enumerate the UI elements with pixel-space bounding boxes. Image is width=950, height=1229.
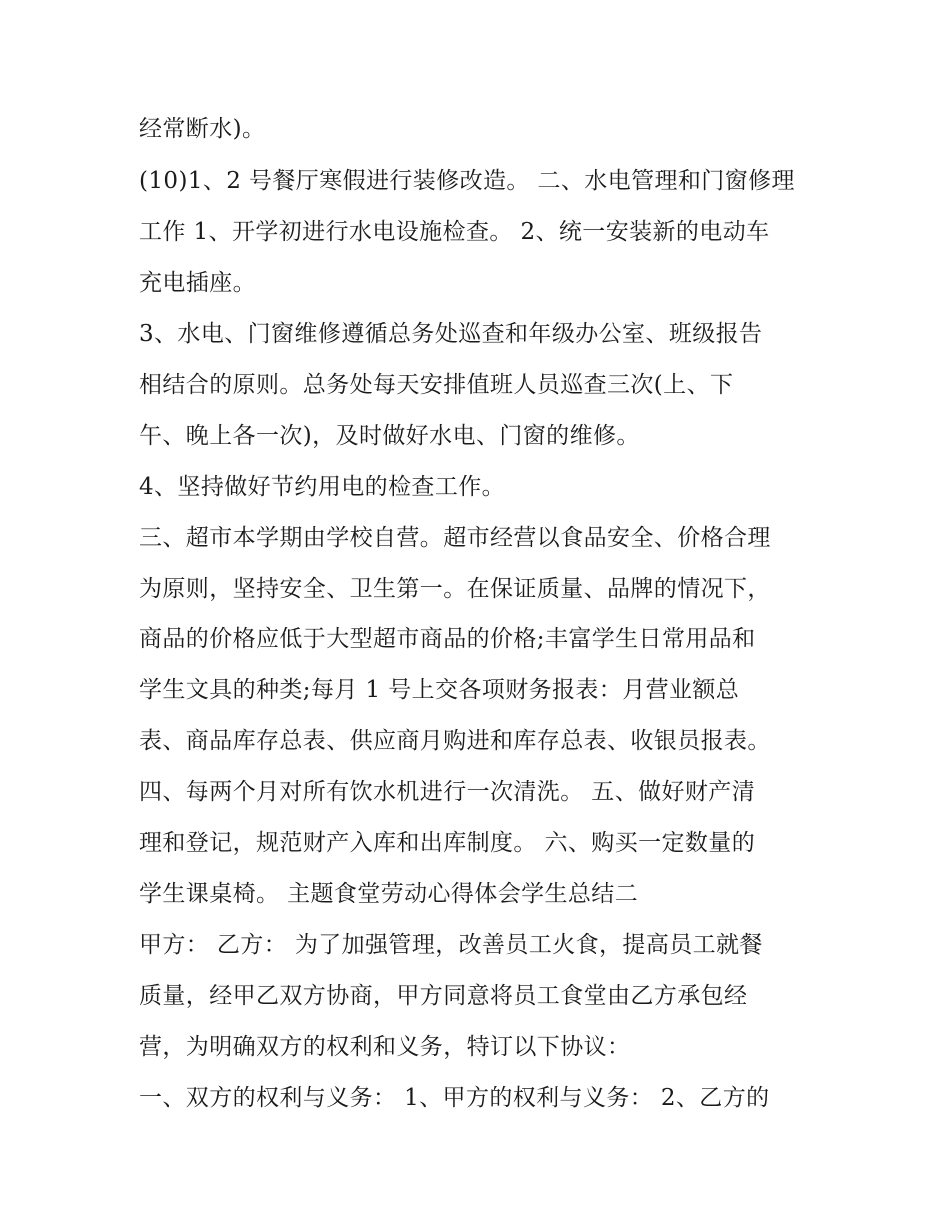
text-line: 经常断水)。 <box>139 116 266 142</box>
text-line: 相结合的原则。总务处每天安排值班人员巡查三次(上、下 <box>139 372 734 398</box>
text-line: 4、坚持做好节约用电的检查工作。 <box>139 474 506 500</box>
text-line: 一、双方的权利与义务： 1、甲方的权利与义务： 2、乙方的 <box>139 1085 770 1111</box>
text-line: 学生课桌椅。 主题食堂劳动心得体会学生总结二 <box>139 881 639 907</box>
text-line: 质量，经甲乙双方协商，甲方同意将员工食堂由乙方承包经 <box>139 983 748 1009</box>
text-line: 甲方： 乙方： 为了加强管理，改善员工火食，提高员工就餐 <box>139 932 763 958</box>
text-line: 工作 1、开学初进行水电设施检查。 2、统一安装新的电动车 <box>139 219 770 245</box>
text-line: 营，为明确双方的权利和义务，特订以下协议： <box>139 1034 631 1060</box>
text-line: 3、水电、门窗维修遵循总务处巡查和年级办公室、班级报告 <box>139 321 763 347</box>
text-line: 为原则，坚持安全、卫生第一。在保证质量、品牌的情况下， <box>139 576 771 602</box>
text-line: 商品的价格应低于大型超市商品的价格;丰富学生日常用品和 <box>139 626 756 652</box>
text-line: 表、商品库存总表、供应商月购进和库存总表、收银员报表。 <box>139 728 771 754</box>
text-line: 四、每两个月对所有饮水机进行一次清洗。 五、做好财产清 <box>139 779 756 805</box>
text-line: 午、晚上各一次)，及时做好水电、门窗的维修。 <box>139 423 640 449</box>
text-line: 学生文具的种类;每月 1 号上交各项财务报表：月营业额总 <box>139 677 740 703</box>
text-line: 充电插座。 <box>139 270 256 296</box>
text-line: 理和登记，规范财产入库和出库制度。 六、购买一定数量的 <box>139 830 756 856</box>
text-line: (10)1、2 号餐厅寒假进行装修改造。 二、水电管理和门窗修理 <box>139 168 795 194</box>
text-line: 三、超市本学期由学校自营。超市经营以食品安全、价格合理 <box>139 525 771 551</box>
